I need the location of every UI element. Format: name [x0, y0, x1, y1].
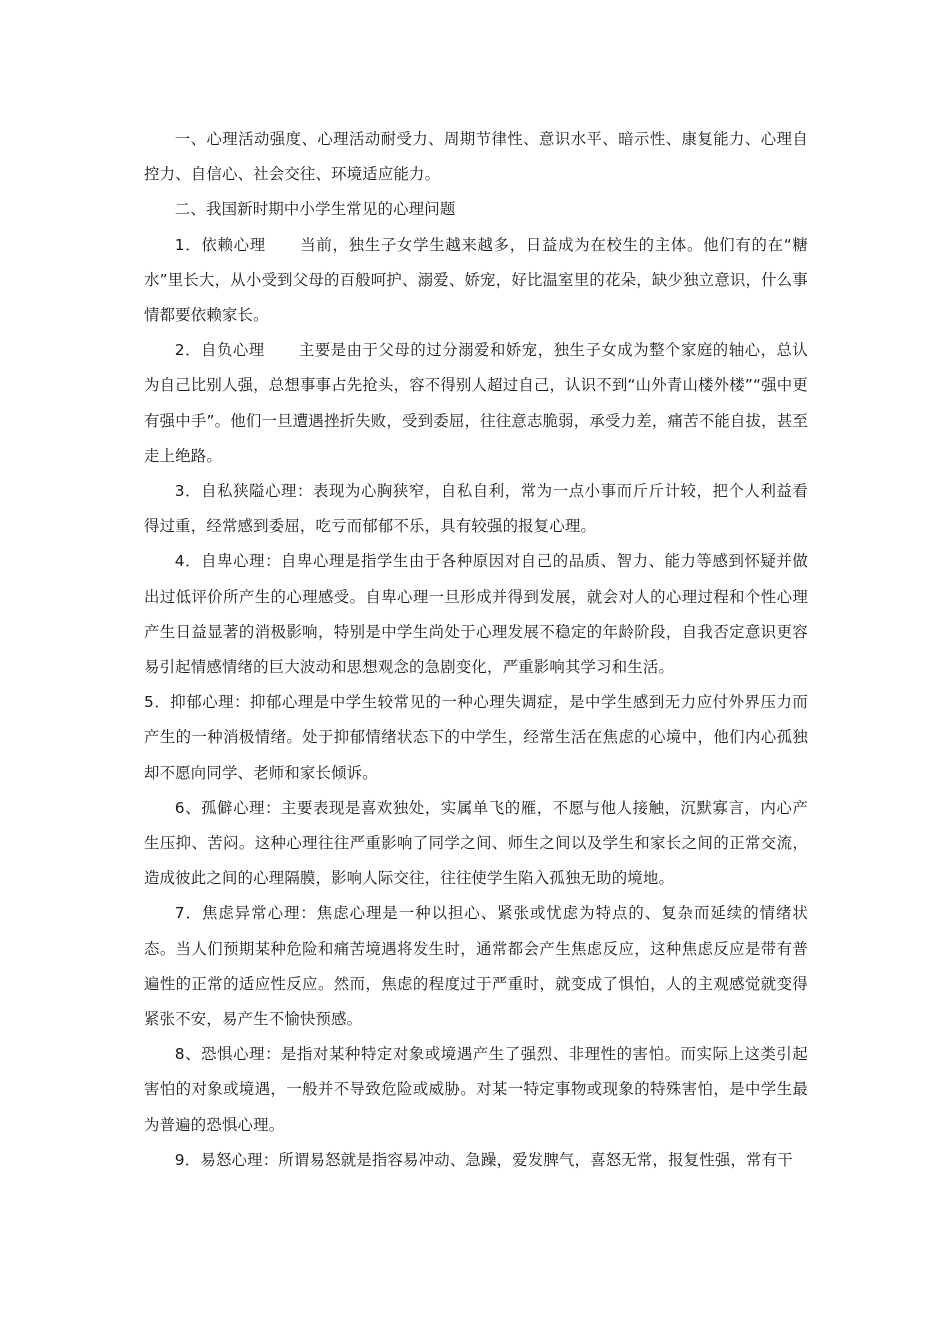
paragraph-text: 5．抑郁心理：抑郁心理是中学生较常见的一种心理失调症，是中学生感到无力应付外界压力而产生的一种消极情绪。处于抑郁情绪状态下的中学生，经常生活在焦虑的心境中，他们内心孤独却不愿向同学、老师和家长倾诉。 [144, 693, 808, 782]
paragraph-factors-list [144, 122, 808, 192]
paragraph-text: 3．自私狭隘心理：表现为心胸狭窄，自私自利，常为一点小事而斤斤计较，把个人利益看得过重，经常感到委屈，吃亏而郁郁不乐，具有较强的报复心理。 [144, 482, 808, 536]
paragraph-irritability [144, 1143, 808, 1178]
document-body [144, 122, 808, 1178]
paragraph-conceit [144, 333, 808, 474]
paragraph-solitary [144, 791, 808, 897]
paragraph-dependence [144, 228, 808, 334]
paragraph-text: 8、恐惧心理：是指对某种特定对象或境遇产生了强烈、非理性的害怕。而实际上这类引起害怕的对象或境遇，一般并不导致危险或威胁。对某一特定事物或现象的特殊害怕，是中学生最为普遍的恐惧心理。 [144, 1045, 808, 1134]
paragraph-text: 7．焦虑异常心理：焦虑心理是一种以担心、紧张或忧虑为特点的、复杂而延续的情绪状态。当人们预期某种危险和痛苦境遇将发生时，通常都会产生焦虑反应，这种焦虑反应是带有普遍性的正常的适应性反应。然而，焦虑的程度过于严重时，就变成了惧怕，人的主观感觉就变得紧张不安，易产生不愉快预感。 [144, 904, 808, 1029]
paragraph-selfish [144, 474, 808, 544]
paragraph-anxiety [144, 896, 808, 1037]
item-heading: 2．自负心理 [174, 341, 265, 360]
paragraph-depression [144, 685, 808, 791]
paragraph-text: 9．易怒心理：所谓易怒就是指容易冲动、急躁，爱发脾气，喜怒无常，报复性强，常有干 [174, 1150, 793, 1169]
paragraph-text: 当前，独生子女学生越来越多，日益成为在校生的主体。他们有的在“糖水”里长大，从小受到父母的百般呵护、溺爱、娇宠，好比温室里的花朵，缺少独立意识，什么事情都要依赖家长。 [144, 235, 808, 325]
paragraph-text: 主要是由于父母的过分溺爱和娇宠，独生子女成为整个家庭的轴心，总认为自己比别人强，总想事事占先抢头，容不得别人超过自己，认识不到“山外青山楼外楼”“强中更有强中手”。他们一旦遭遇挫折失败，受到委屈，往往意志脆弱，承受力差，痛苦不能自拔，甚至走上绝路。 [144, 341, 808, 465]
paragraph-fear [144, 1037, 808, 1143]
paragraph-text: 一、心理活动强度、心理活动耐受力、周期节律性、意识水平、暗示性、康复能力、心理自控力、自信心、社会交往、环境适应能力。 [144, 130, 808, 184]
item-heading: 1．依赖心理 [174, 235, 266, 254]
section-heading-psych-problems [144, 192, 808, 227]
paragraph-text: 二、我国新时期中小学生常见的心理问题 [174, 200, 456, 219]
paragraph-inferiority [144, 544, 808, 685]
paragraph-text: 4．自卑心理：自卑心理是指学生由于各种原因对自己的品质、智力、能力等感到怀疑并做出过低评价所产生的心理感受。自卑心理一旦形成并得到发展，就会对人的心理过程和个性心理产生日益显著的消极影响，特别是中学生尚处于心理发展不稳定的年龄阶段，自我否定意识更容易引起情感情绪的巨大波动和思想观念的急剧变化，严重影响其学习和生活。 [144, 552, 808, 677]
paragraph-text: 6、孤僻心理：主要表现是喜欢独处，实属单飞的雁，不愿与他人接触，沉默寡言，内心产生压抑、苦闷。这种心理往往严重影响了同学之间、师生之间以及学生和家长之间的正常交流，造成彼此之间的心理隔膜，影响人际交往，往往使学生陷入孤独无助的境地。 [144, 798, 808, 888]
